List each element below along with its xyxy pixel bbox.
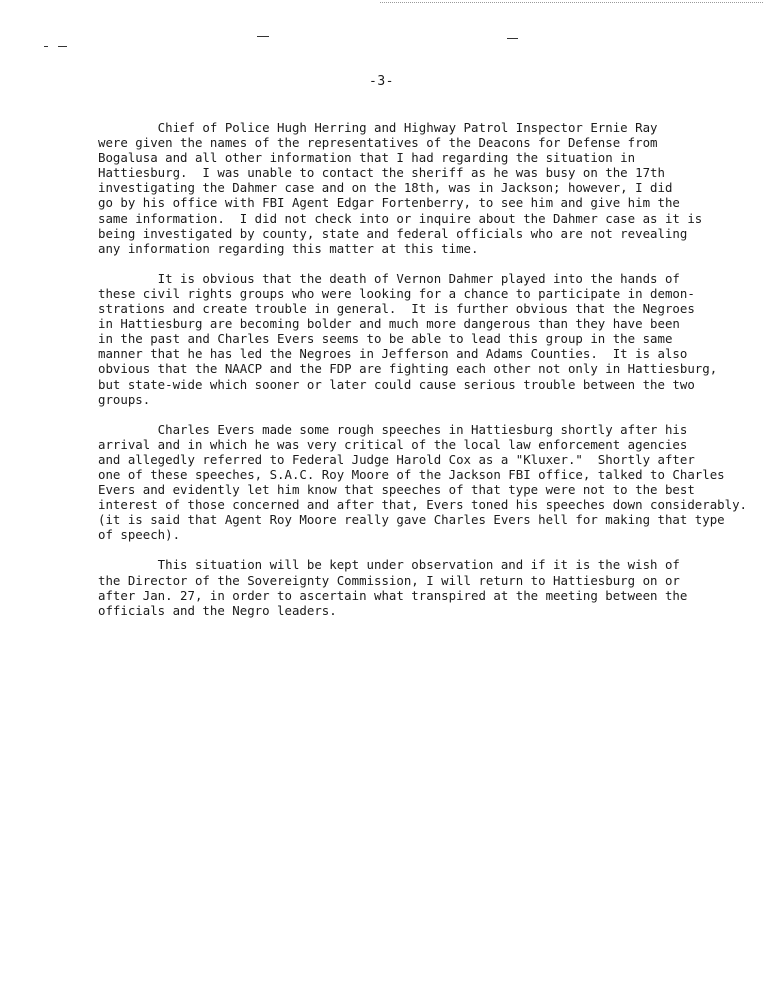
text-line: manner that he has led the Negroes in Jefferson and Adams Counties. It is also	[98, 346, 688, 362]
text-line: Chief of Police Hugh Herring and Highway Patrol Inspector Ernie Ray	[98, 120, 658, 135]
text-line: It is obvious that the death of Vernon Dahmer played into the hands of	[98, 270, 680, 286]
page-number: -3-	[369, 74, 394, 89]
text-line: were given the names of the representatives of the Deacons for Defense from	[98, 135, 658, 151]
text-line: in Hattiesburg are becoming bolder and much more dangerous than they have been	[98, 316, 680, 332]
text-line: interest of those concerned and after that, Evers toned his speeches down considerably.	[98, 497, 748, 513]
text-line: arrival and in which he was very critical of the local law enforcement agencies	[98, 436, 688, 452]
margin-mark	[257, 36, 269, 37]
text-line: any information regarding this matter at this time.	[98, 240, 479, 256]
text-line: these civil rights groups who were looking for a chance to participate in demon-	[98, 285, 695, 301]
paragraph	[98, 557, 763, 617]
text-line: same information. I did not check into or inquire about the Dahmer case as it is	[98, 210, 703, 226]
text-line: being investigated by county, state and federal officials who are not revealing	[98, 225, 688, 241]
text-line: officials and the Negro leaders.	[98, 602, 337, 618]
text-line: Charles Evers made some rough speeches in Hattiesburg shortly after his	[98, 421, 688, 437]
text-line: and allegedly referred to Federal Judge Harold Cox as a "Kluxer." Shortly after	[98, 451, 695, 467]
text-line: after Jan. 27, in order to ascertain what transpired at the meeting between the	[98, 587, 688, 603]
text-line: of speech).	[98, 527, 181, 543]
text-line: Hattiesburg. I was unable to contact the sheriff as he was busy on the 17th	[98, 165, 665, 181]
text-line: go by his office with FBI Agent Edgar Fortenberry, to see him and give him the	[98, 195, 680, 211]
paragraph	[98, 120, 763, 256]
text-line: in the past and Charles Evers seems to be able to lead this group in the same	[98, 331, 673, 347]
document-body	[98, 120, 763, 633]
margin-mark	[44, 46, 48, 47]
text-line: This situation will be kept under observation and if it is the wish of	[98, 557, 680, 573]
paragraph	[98, 422, 763, 543]
text-line: investigating the Dahmer case and on the 18th, was in Jackson; however, I did	[98, 180, 673, 196]
text-line: (it is said that Agent Roy Moore really gave Charles Evers hell for making that type	[98, 512, 725, 528]
text-line: one of these speeches, S.A.C. Roy Moore of the Jackson FBI office, talked to Charles	[98, 466, 725, 482]
paragraph	[98, 271, 763, 407]
top-edge-dotted-line	[380, 2, 763, 3]
text-line: obvious that the NAACP and the FDP are fighting each other not only in Hattiesburg,	[98, 361, 718, 377]
text-line: but state-wide which sooner or later could cause serious trouble between the two	[98, 376, 695, 392]
margin-mark	[58, 46, 67, 47]
margin-mark	[507, 38, 518, 39]
text-line: Evers and evidently let him know that speeches of that type were not to the best	[98, 482, 695, 498]
text-line: groups.	[98, 391, 151, 407]
text-line: the Director of the Sovereignty Commission, I will return to Hattiesburg on or	[98, 572, 680, 588]
text-line: Bogalusa and all other information that I had regarding the situation in	[98, 150, 636, 166]
text-line: strations and create trouble in general. It is further obvious that the Negroes	[98, 301, 695, 317]
